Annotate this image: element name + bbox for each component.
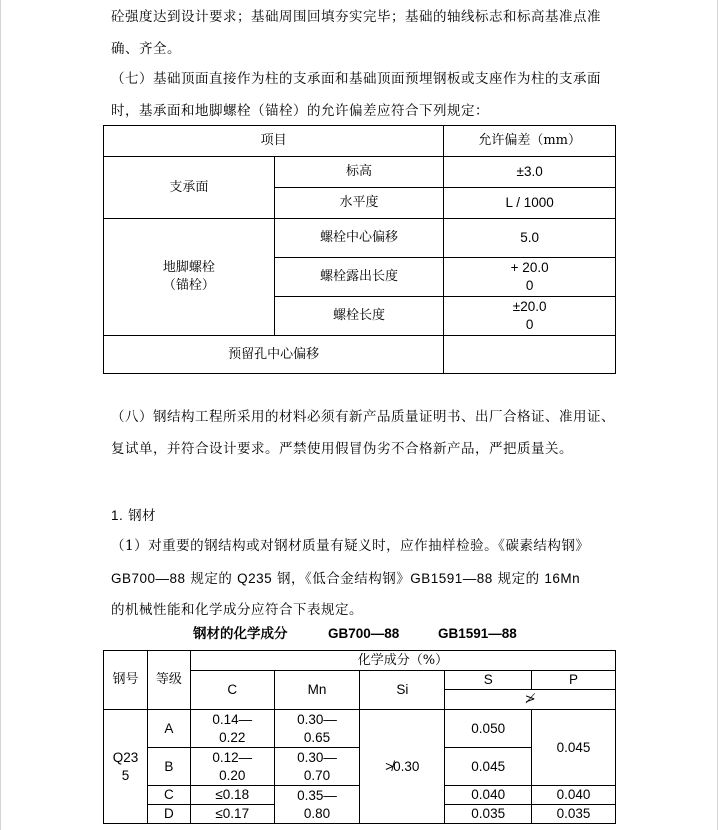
chemical-composition-table: [103, 650, 616, 824]
header-element-c: C: [190, 671, 274, 710]
caption-title: 钢材的化学成分: [193, 626, 288, 642]
value-line: 0.30—: [297, 749, 337, 765]
table-row: [104, 710, 616, 748]
value-line: 0.22: [219, 729, 246, 745]
value-line: 0.70: [303, 767, 331, 783]
header-element-p: P: [532, 671, 616, 690]
cell-grade: C: [147, 786, 190, 805]
heading-steel: [111, 500, 616, 533]
steel-label-line: 5: [121, 767, 130, 783]
header-grade: 等级: [147, 651, 190, 710]
cell-tolerance: [444, 336, 616, 374]
text-run: 规定的: [497, 570, 540, 587]
table-row: [104, 786, 616, 805]
paragraph-section-7: （七）基础顶面直接作为柱的支承面和基础顶面预埋钢板或支座作为柱的支承面时，基承面和地脚螺栓（锚栓）的允许偏差应符合下列规定：: [111, 71, 601, 119]
cell-tolerance: [444, 297, 616, 336]
cell-mn: [274, 786, 360, 824]
cell-item: 螺栓中心偏移: [274, 219, 444, 258]
cell-mn: [274, 710, 360, 748]
header-steel: 钢号: [104, 651, 148, 710]
cell-tolerance: ±3.0: [444, 157, 616, 188]
value-line: 0.35—: [297, 787, 337, 803]
value-line: 0.12—: [212, 749, 253, 765]
value-line: 0.14—: [212, 711, 253, 727]
tolerance-line: 0: [525, 317, 534, 332]
tolerance-line: 0: [525, 278, 534, 293]
group-label-line: 地脚螺栓: [162, 260, 215, 275]
caption-standard: GB1591—88: [438, 626, 517, 641]
header-element-si: Si: [360, 671, 445, 710]
value-line: 0.65: [303, 729, 331, 745]
table-row: [104, 336, 616, 374]
cell-tolerance: 5.0: [444, 219, 616, 258]
cell-item: 水平度: [274, 188, 444, 219]
cell-grade: D: [147, 805, 190, 824]
group-label-line: （锚栓）: [162, 278, 215, 293]
caption-standard: GB700—88: [328, 626, 400, 641]
standard-code: GB1591—88: [410, 570, 493, 586]
text-run: 的机械性能和化学成分应符合下表规定。: [111, 602, 363, 618]
tolerance-table: [103, 125, 616, 374]
text-run: 钢，《低合金结构钢》: [276, 570, 411, 587]
cell-mn: [274, 748, 360, 786]
cell-tolerance: [444, 258, 616, 297]
cell-steel-q235: [104, 710, 148, 824]
table-row: [104, 126, 616, 157]
header-chem-composition: 化学成分（%）: [190, 651, 615, 671]
standard-code: GB700—88: [111, 570, 186, 586]
cell-grade: B: [147, 748, 190, 786]
cell-p: 0.035: [532, 805, 616, 824]
header-not-greater-than: ≯: [445, 690, 616, 710]
value-line: 0.20: [219, 767, 246, 783]
steel-grade: 16Mn: [544, 570, 581, 586]
tolerance-line: ±20.0: [512, 299, 547, 314]
group-bearing-surface: 支承面: [104, 157, 275, 219]
heading-text: 钢材: [128, 508, 157, 524]
header-element-s: S: [445, 671, 532, 690]
paragraph-foundation-strength: 砼强度达到设计要求；基础周围回填夯实完毕；基础的轴线标志和标高基准点准确、齐全。: [111, 9, 601, 57]
steel-label-line: Q23: [112, 749, 139, 765]
cell-c: [190, 748, 274, 786]
cell-s: 0.045: [445, 748, 532, 786]
table-row: [104, 651, 616, 671]
group-anchor-bolts: [104, 219, 275, 336]
cell-c: ≤0.18: [190, 786, 274, 805]
tolerance-line: + 20.0: [510, 260, 549, 275]
paragraph-steel-sampling: [111, 531, 616, 627]
page-edge-left: [0, 0, 1, 830]
paragraph-section-8: （八）钢结构工程所采用的材料必须有新产品质量证明书、出厂合格证、准用证、复试单，并符合设计要求。严禁使用假冒伪劣不合格新产品，严把质量关。: [111, 409, 615, 457]
value-line: 0.30—: [297, 711, 337, 727]
header-element-mn: Mn: [274, 671, 360, 710]
header-item: 项目: [104, 126, 444, 157]
cell-item: 预留孔中心偏移: [104, 336, 444, 374]
cell-item: 螺栓露出长度: [274, 258, 444, 297]
cell-p: 0.040: [532, 786, 616, 805]
heading-number: 1.: [111, 508, 124, 523]
cell-s: 0.050: [445, 710, 532, 748]
cell-s: 0.035: [445, 805, 532, 824]
table-row: [104, 157, 616, 188]
cell-s: 0.040: [445, 786, 532, 805]
cell-item: 螺栓长度: [274, 297, 444, 336]
cell-item: 标高: [274, 157, 444, 188]
cell-tolerance: L / 1000: [444, 188, 616, 219]
cell-c: [190, 710, 274, 748]
cell-si: ≯0.30: [360, 710, 445, 824]
steel-grade: Q235: [237, 570, 273, 586]
cell-grade: A: [147, 710, 190, 748]
text-run: 规定的: [190, 570, 233, 587]
header-tolerance: 允许偏差（mm）: [444, 126, 616, 157]
cell-p: 0.045: [532, 710, 616, 786]
value-line: 0.80: [303, 805, 331, 821]
text-run: （1）对重要的钢结构或对钢材质量有疑义时，应作抽样检验。《碳素结构钢》: [111, 538, 590, 554]
cell-c: ≤0.17: [190, 805, 274, 824]
table-row: [104, 219, 616, 258]
